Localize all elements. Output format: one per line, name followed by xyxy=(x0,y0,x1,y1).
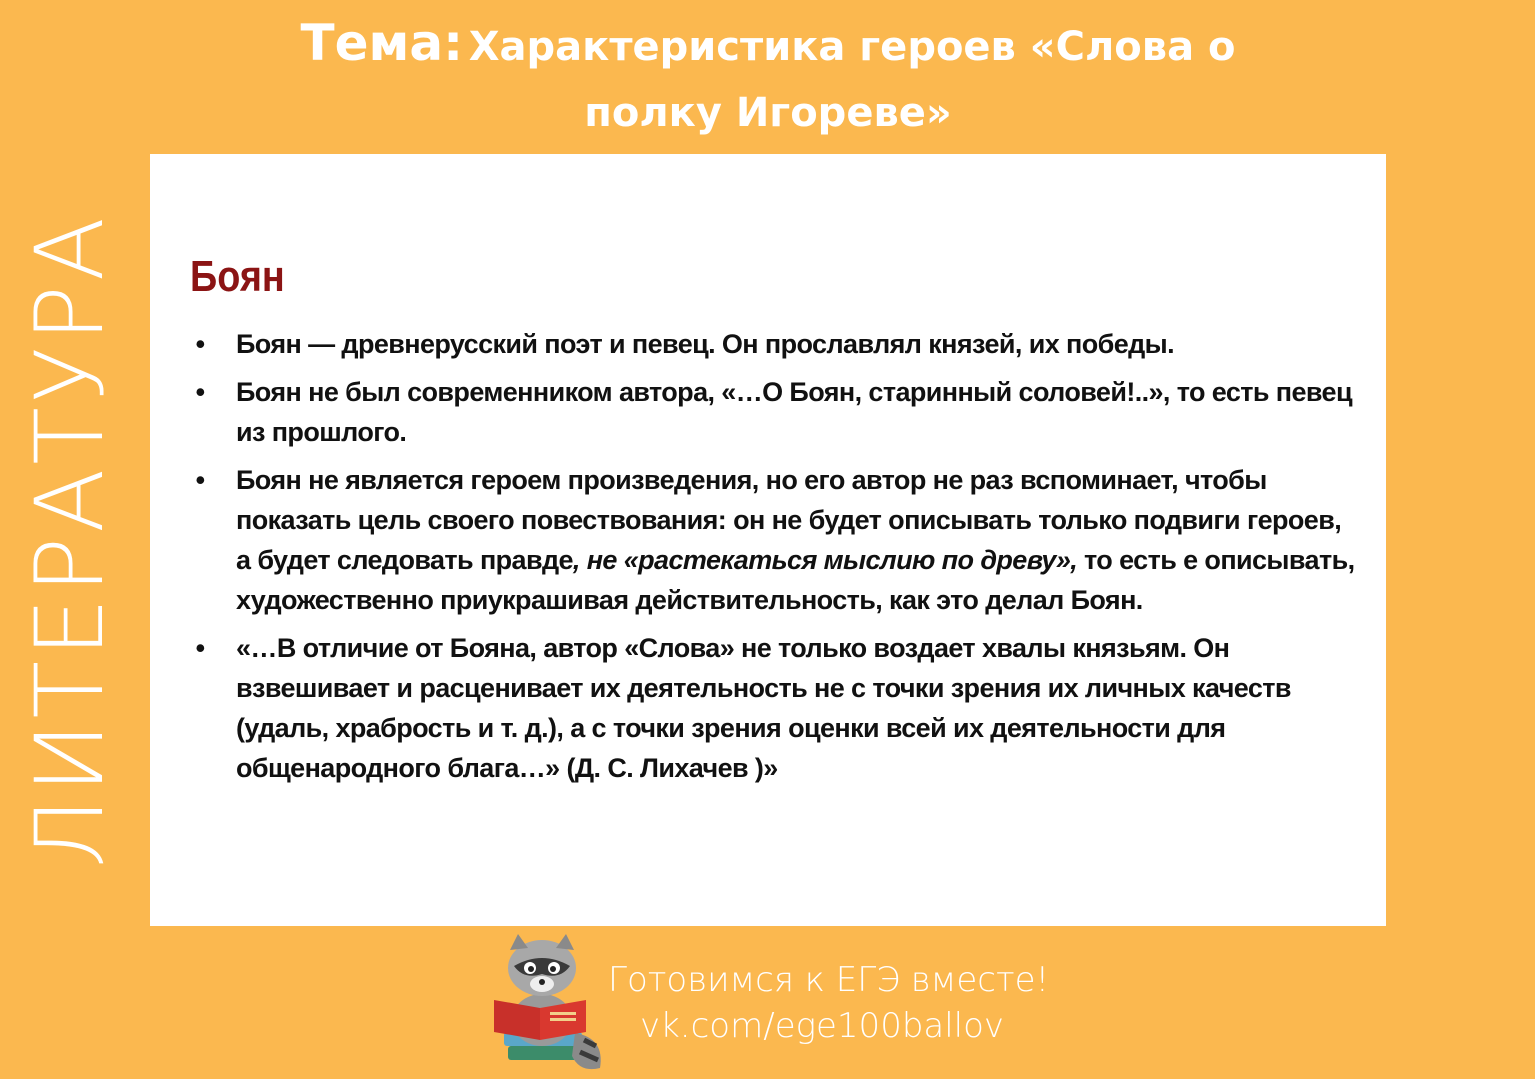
bullet-icon: • xyxy=(195,329,205,359)
list-item xyxy=(190,628,1360,788)
footer-link[interactable]: vk.com/ege100ballov xyxy=(640,1006,1005,1046)
content-card xyxy=(150,154,1386,926)
subject-label-text: ЛИТЕРАТУРА xyxy=(16,212,126,868)
topic-title-line1: Характеристика героев «Слова о xyxy=(468,24,1236,70)
list-item xyxy=(190,460,1360,620)
topic-title-line2: полку Игореве» xyxy=(584,90,952,136)
list-item-text: «…В отличие от Бояна, автор «Слова» не только воздает хвалы князьям. Он взвешивает и расценивает их деятельность не с точки зрения их личных качеств (удаль, храбрость и т. д.), а с точки зрения оценки всей их деятельности для общенародного блага…» (Д. С. Лихачев )» xyxy=(236,633,1291,783)
list-item-quote: , не «растекаться мыслию по древу», xyxy=(572,545,1078,575)
list-item xyxy=(190,372,1360,452)
topic-prefix: Тема: xyxy=(300,14,464,72)
bullet-icon: • xyxy=(195,633,205,663)
list-item-text: Боян — древнерусский поэт и певец. Он прославлял князей, их победы. xyxy=(236,329,1175,359)
section-heading: Боян xyxy=(190,252,285,301)
raccoon-reading-book-icon xyxy=(480,928,610,1073)
header-line-1 xyxy=(150,14,1386,84)
list-item-text-after: то есть е описывать, художественно приукрашивая действительность, как это делал Боян. xyxy=(236,545,1355,615)
list-item xyxy=(190,324,1360,364)
side-subject-label xyxy=(12,210,130,870)
list-item-text-before: Боян не является героем произведения, но его автор не раз вспоминает, чтобы показать цель своего повествования: он не будет описывать только подвиги героев, а будет следовать правде xyxy=(236,465,1342,575)
bullet-icon: • xyxy=(195,465,205,495)
list-item-text: Боян не был современником автора, «…О Боян, старинный соловей!..», то есть певец из прошлого. xyxy=(236,377,1352,447)
bullet-icon: • xyxy=(195,377,205,407)
page-header xyxy=(150,14,1386,142)
bullet-list xyxy=(190,324,1360,796)
footer-branding xyxy=(480,928,1080,1068)
footer-slogan: Готовимся к ЕГЭ вместе! xyxy=(608,960,1050,1000)
